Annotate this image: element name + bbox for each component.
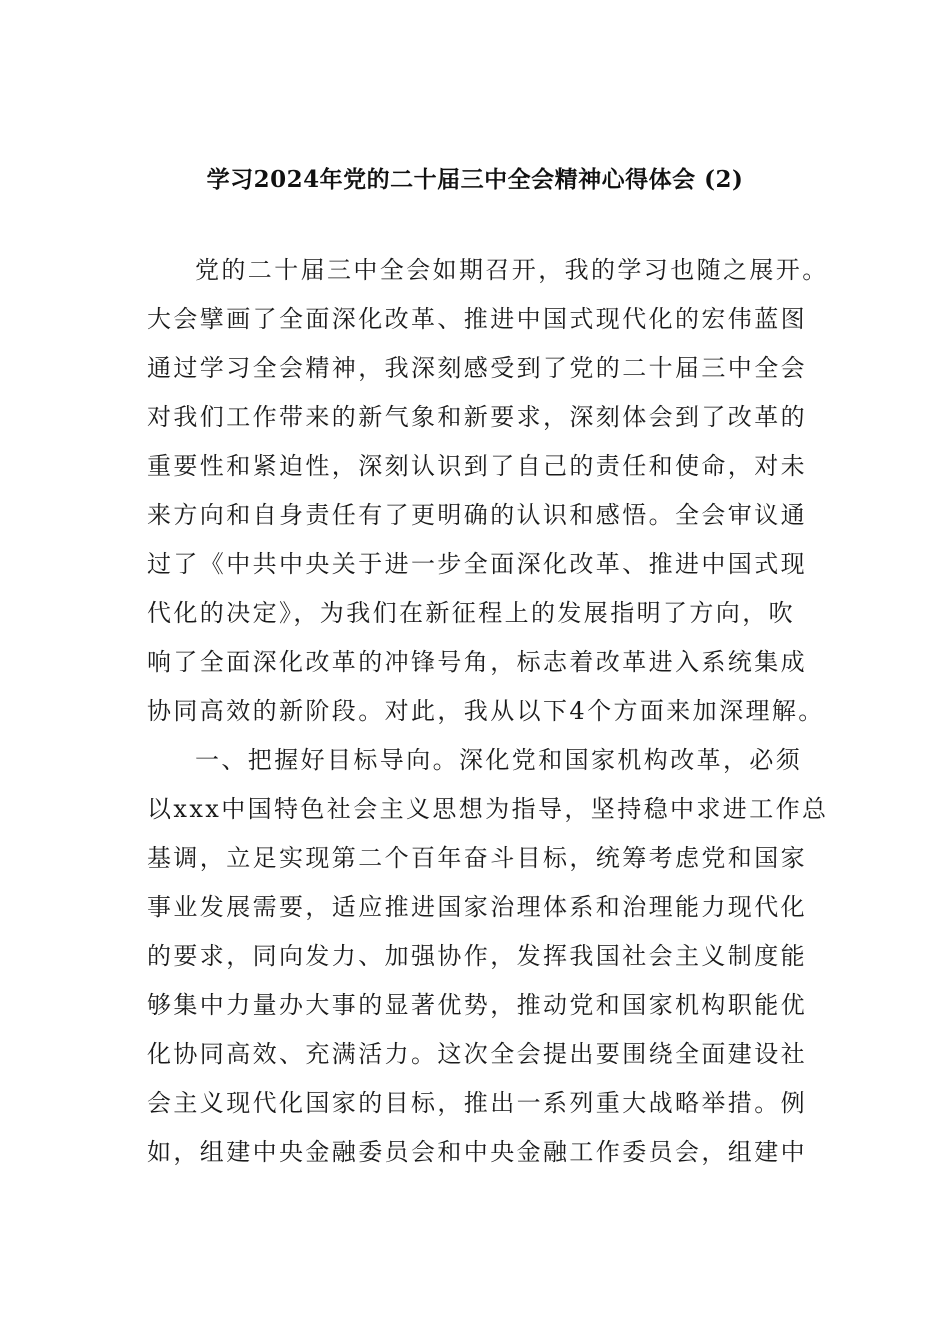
text-line: 基调，立足实现第二个百年奋斗目标，统筹考虑党和国家 — [147, 844, 807, 872]
text-line: 事业发展需要，适应推进国家治理体系和治理能力现代化 — [147, 893, 807, 921]
text-line: 的要求，同向发力、加强协作，发挥我国社会主义制度能 — [147, 942, 807, 970]
document-title: 学习2024年党的二十届三中全会精神心得体会 (2) — [206, 166, 744, 193]
text-line: 响了全面深化改革的冲锋号角，标志着改革进入系统集成 — [147, 648, 807, 676]
text-line: 够集中力量办大事的显著优势，推动党和国家机构职能优 — [147, 991, 807, 1019]
text-line: 会主义现代化国家的目标，推出一系列重大战略举措。例 — [147, 1089, 807, 1117]
text-line: 重要性和紧迫性，深刻认识到了自己的责任和使命，对未 — [147, 452, 807, 480]
text-line: 以xxx中国特色社会主义思想为指导，坚持稳中求进工作总 — [147, 795, 829, 823]
text-line: 协同高效的新阶段。对此，我从以下4个方面来加深理解。 — [147, 697, 825, 725]
text-line: 代化的决定》，为我们在新征程上的发展指明了方向，吹 — [147, 599, 795, 627]
text-line: 大会擘画了全面深化改革、推进中国式现代化的宏伟蓝图 — [147, 305, 807, 333]
text-line: 来方向和自身责任有了更明确的认识和感悟。全会审议通 — [147, 501, 807, 529]
document-body — [147, 246, 827, 1177]
text-line: 对我们工作带来的新气象和新要求，深刻体会到了改革的 — [147, 403, 807, 431]
text-line: 过了《中共中央关于进一步全面深化改革、推进中国式现 — [147, 550, 807, 578]
text-line: 如，组建中央金融委员会和中央金融工作委员会，组建中 — [147, 1138, 807, 1166]
text-line: 党的二十届三中全会如期召开，我的学习也随之展开。 — [195, 256, 829, 284]
text-line: 通过学习全会精神，我深刻感受到了党的二十届三中全会 — [147, 354, 807, 382]
text-line: 化协同高效、充满活力。这次全会提出要围绕全面建设社 — [147, 1040, 807, 1068]
text-line: 一、把握好目标导向。深化党和国家机构改革，必须 — [195, 746, 803, 774]
